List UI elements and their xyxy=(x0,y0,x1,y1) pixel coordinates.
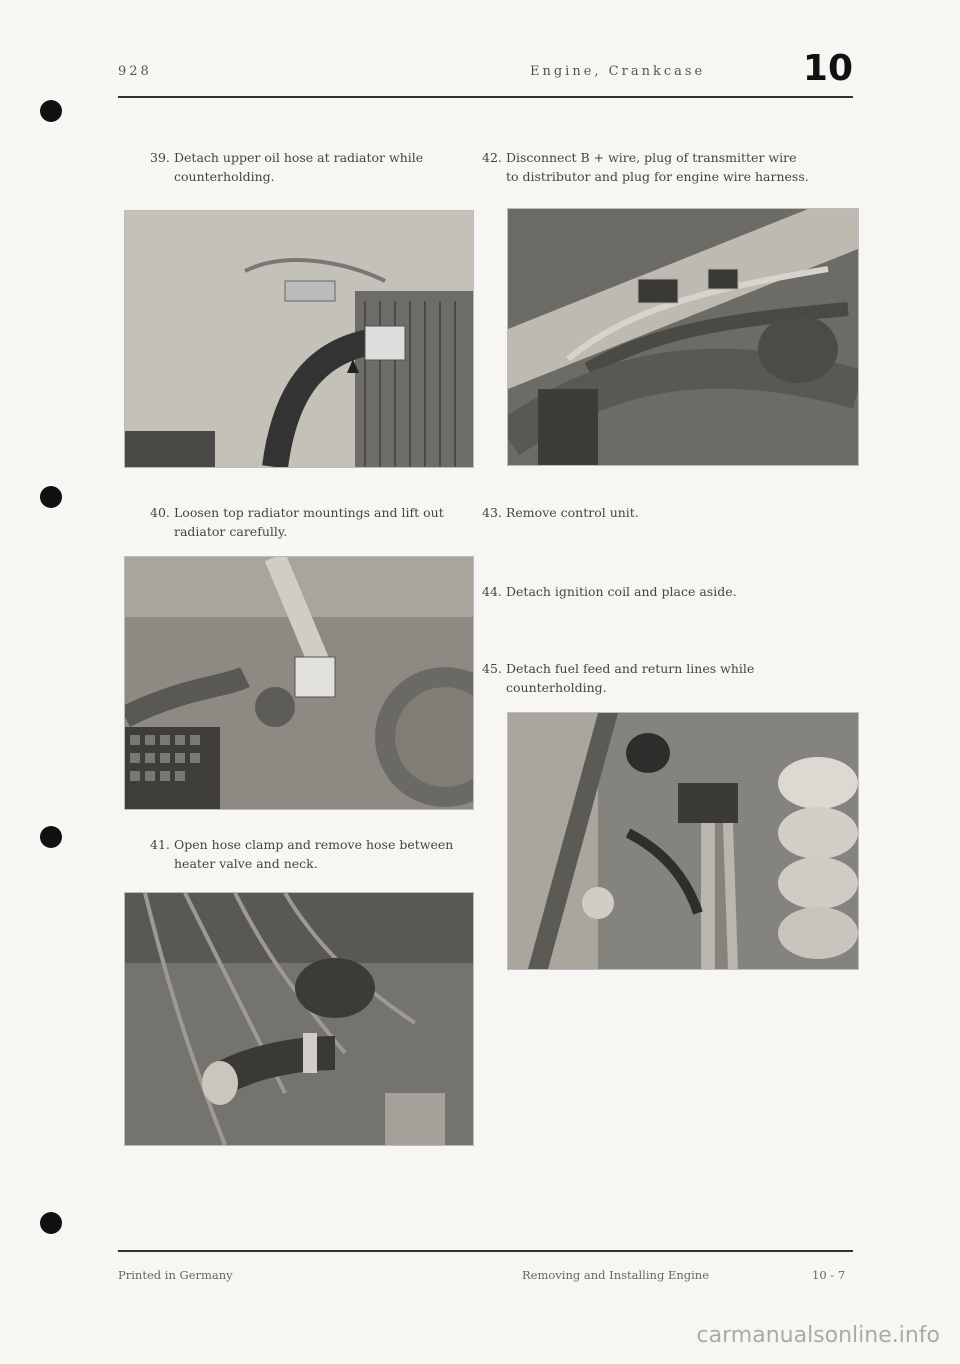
step-40: 40. Loosen top radiator mountings and lift out radiator carefully. xyxy=(150,505,444,539)
footer-chapter-title: Removing and Installing Engine xyxy=(522,1268,710,1282)
footer-rule xyxy=(118,1250,853,1252)
step-43: 43. Remove control unit. xyxy=(482,505,639,520)
photo-oil-hose-radiator xyxy=(124,210,474,468)
step-42: 42. Disconnect B + wire, plug of transmitter wire to distributor and plug for engine wire harness. xyxy=(482,150,809,184)
photo-radiator-mountings xyxy=(124,556,474,810)
step-41: 41. Open hose clamp and remove hose between heater valve and neck. xyxy=(150,837,454,871)
punch-hole xyxy=(40,100,62,122)
header-rule xyxy=(118,96,853,98)
footer-page-number: 10 - 7 xyxy=(812,1268,846,1282)
section-title: Engine, Crankcase xyxy=(530,64,706,79)
photo-heater-hose xyxy=(124,892,474,1146)
watermark: carmanualsonline.info xyxy=(696,1323,940,1348)
page-header xyxy=(118,48,853,96)
photo-wire-harness xyxy=(507,208,859,466)
group-number: 10 xyxy=(802,48,853,89)
photo-fuel-lines xyxy=(507,712,859,970)
punch-hole xyxy=(40,1212,62,1234)
step-44: 44. Detach ignition coil and place aside. xyxy=(482,584,737,599)
step-39: 39. Detach upper oil hose at radiator while counterholding. xyxy=(150,150,424,184)
model-number: 928 xyxy=(118,64,152,79)
punch-hole xyxy=(40,486,62,508)
step-45: 45. Detach fuel feed and return lines while counterholding. xyxy=(482,661,755,695)
punch-hole xyxy=(40,826,62,848)
footer-printed: Printed in Germany xyxy=(118,1268,233,1282)
